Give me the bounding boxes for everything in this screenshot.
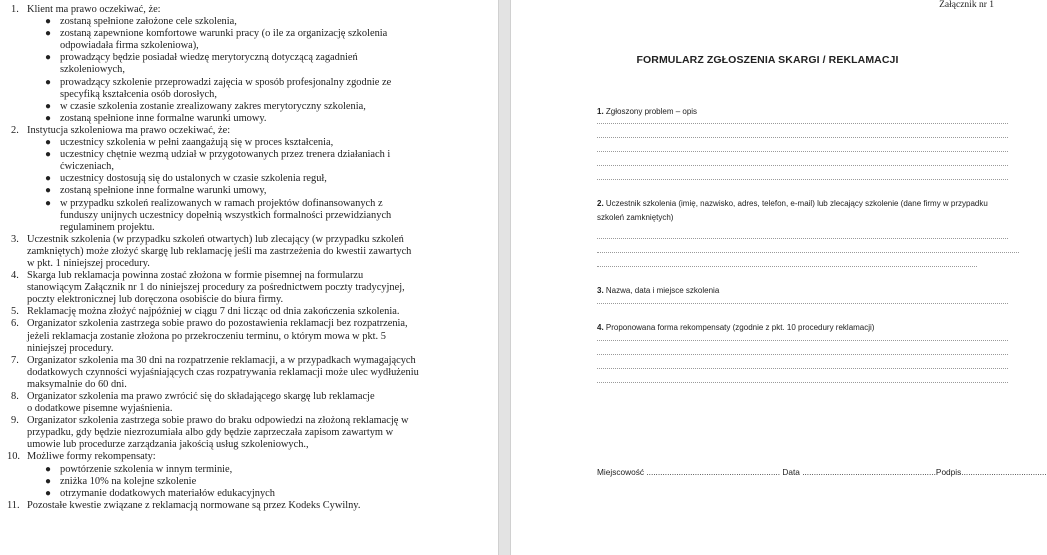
fill-line[interactable]: [597, 265, 977, 267]
fill-line[interactable]: [597, 353, 1008, 355]
item-number: 7.: [11, 354, 19, 366]
fill-line[interactable]: [597, 122, 1008, 124]
fill-line[interactable]: [597, 150, 1008, 152]
bullet-line: szkoleniowych,: [60, 64, 125, 76]
bullet-icon: ●: [45, 76, 52, 88]
bullet-line: zostaną zapewnione komfortowe warunki pracy (o ile za organizację szkolenia: [60, 28, 388, 40]
bullet-item: [0, 185, 490, 197]
complaint-form-page: [511, 0, 1047, 555]
bullet-line: otrzymanie dodatkowych materiałów edukacyjnych: [60, 487, 275, 499]
section-3-label: [597, 284, 1012, 298]
bullet-line: ćwiczeniach,: [60, 161, 114, 173]
bullet-line: uczestnicy dostosują się do ustalonych w czasie szkolenia reguł,: [60, 173, 327, 185]
bullet-icon: ●: [45, 185, 52, 197]
item-line: Organizator szkolenia ma 30 dni na rozpatrzenie reklamacji, a w przypadkach wymagających: [27, 354, 416, 366]
procedure-item: [0, 4, 490, 16]
item-line: Pozostałe kwestie związane z reklamacją normowane są przez Kodeks Cywilny.: [27, 499, 361, 511]
item-line: jeżeli reklamacja zostanie złożona po przekroczeniu terminu, o którym mowa w pkt. 5: [27, 330, 386, 342]
procedure-list: [0, 4, 490, 512]
bullet-item: [0, 16, 490, 28]
bullet-list: [0, 137, 490, 234]
item-line: niniejszej procedury.: [27, 342, 114, 354]
fill-line[interactable]: [597, 164, 1008, 166]
bullet-line: uczestnicy szkolenia w pełni zaangażują się w proces kształcenia,: [60, 137, 334, 149]
item-number: 4.: [11, 270, 19, 282]
item-number: 5.: [11, 306, 19, 318]
item-number: 2.: [11, 124, 19, 136]
bullet-line: zostaną spełnione inne formalne warunki umowy.: [60, 112, 267, 124]
fill-line[interactable]: [597, 178, 1008, 180]
procedure-item: [0, 500, 490, 512]
item-line: Organizator szkolenia zastrzega sobie prawo do pozostawienia reklamacji bez rozpatrzenia,: [27, 318, 408, 330]
fill-line[interactable]: [597, 302, 1008, 304]
bullet-item: [0, 113, 490, 125]
item-line: Skarga lub reklamacja powinna zostać złożona w formie pisemnej na formularzu: [27, 270, 364, 282]
item-text: Możliwe formy rekompensaty:: [27, 451, 156, 463]
procedure-item: [0, 355, 490, 391]
procedure-item: [0, 270, 490, 306]
item-line: Reklamację można złożyć najpóźniej w ciągu 7 dni licząc od dnia zakończenia szkolenia.: [27, 306, 400, 318]
date-field[interactable]: ..........................................................: [799, 467, 936, 477]
form-title: FORMULARZ ZGŁOSZENIA SKARGI / REKLAMACJI: [636, 54, 899, 66]
bullet-icon: ●: [45, 100, 52, 112]
procedure-item: [0, 306, 490, 318]
bullet-item: [0, 28, 490, 52]
annex-label: Załącznik nr 1: [939, 0, 994, 10]
signature-label: Podpis: [935, 467, 962, 477]
bullet-item: [0, 77, 490, 101]
item-line: o dodatkowe pisemne wyjaśnienia.: [27, 403, 173, 415]
fill-line[interactable]: [597, 339, 1008, 341]
bullet-line: zniżka 10% na kolejne szkolenie: [60, 475, 197, 487]
section-4-label: [597, 321, 1012, 335]
bullet-line: funduszy unijnych uczestnicy dopełnią wszystkich formalności przewidzianych: [60, 209, 392, 221]
item-line: w pkt. 1 niniejszej procedury.: [27, 257, 150, 269]
bullet-line: specyfiką kształcenia osób dorosłych,: [60, 88, 217, 100]
section-text: Proponowana forma rekompensaty (zgodnie z pkt. 10 procedury reklamacji): [603, 323, 875, 332]
procedure-item: [0, 125, 490, 137]
section-text: Uczestnik szkolenia (imię, nazwisko, adres, telefon, e-mail) lub zlecający szkolenie (dane firmy w przypadku szkoleń zamkniętych): [597, 199, 988, 222]
item-number: 9.: [11, 415, 19, 427]
bullet-icon: ●: [45, 173, 52, 185]
item-line: zamkniętych) może złożyć skargę lub reklamację jeśli ma zastrzeżenia do kwestii zawartych: [27, 245, 412, 257]
section-text: Zgłoszony problem – opis: [603, 107, 698, 116]
date-label: Data: [780, 467, 800, 477]
bullet-line: zostaną spełnione założone cele szkolenia,: [60, 16, 237, 28]
item-text: Klient ma prawo oczekiwać, że:: [27, 4, 161, 15]
bullet-line: w przypadku szkoleń realizowanych w ramach projektów dofinansowanych z: [60, 197, 383, 209]
fill-line[interactable]: [597, 367, 1008, 369]
item-number: 11.: [7, 499, 20, 511]
bullet-line: powtórzenie szkolenia w innym terminie,: [60, 463, 233, 475]
item-line: przypadku, gdy będzie niezrozumiała albo gdy będzie zaprzeczała zapisom zawartym w: [27, 427, 394, 439]
bullet-item: [0, 488, 490, 500]
bullet-icon: ●: [45, 112, 52, 124]
fill-line[interactable]: [597, 237, 1008, 239]
bullet-line: w czasie szkolenia zostanie zrealizowany zakres merytoryczny szkolenia,: [60, 100, 366, 112]
item-number: 8.: [11, 391, 19, 402]
bullet-item: [0, 149, 490, 173]
fill-line[interactable]: [597, 251, 1019, 253]
signature-field[interactable]: .....................................: [961, 467, 1047, 477]
item-text: Instytucja szkoleniowa ma prawo oczekiwać, że:: [27, 124, 231, 136]
bullet-icon: ●: [45, 16, 52, 28]
section-number: 3.: [597, 286, 604, 295]
bullet-icon: ●: [45, 149, 52, 161]
bullet-icon: ●: [45, 137, 52, 149]
bullet-icon: ●: [45, 475, 52, 487]
bullet-list: [0, 16, 490, 125]
item-line: umowie lub procedurze zarządzania jakością usług szkoleniowych.,: [27, 439, 309, 451]
signature-row: [597, 467, 1047, 477]
bullet-item: [0, 476, 490, 488]
bullet-line: regulaminem projektu.: [60, 221, 155, 233]
bullet-item: [0, 464, 490, 476]
page-gap: [498, 0, 511, 555]
item-line: Organizator szkolenia ma prawo zwrócić się do składającego skargę lub reklamacje: [27, 391, 375, 402]
section-number: 4.: [597, 323, 604, 332]
item-line: dodatkowych czynności wyjaśniających czas rozpatrywania reklamacji może ulec wydłużeniu: [27, 366, 419, 378]
procedure-item: [0, 318, 490, 354]
item-line: stanowiącym Załącznik nr 1 do niniejszej procedury za pośrednictwem poczty tradycyjnej,: [27, 282, 405, 294]
procedure-page: [0, 0, 498, 555]
bullet-line: prowadzący będzie posiadał wiedzę merytoryczną dotyczącą zagadnień: [60, 52, 358, 64]
item-number: 3.: [11, 233, 19, 245]
procedure-item: [0, 415, 490, 451]
procedure-item: [0, 391, 490, 415]
bullet-item: [0, 173, 490, 185]
item-number: 6.: [11, 318, 19, 330]
bullet-line: uczestnicy chętnie wezmą udział w przygotowanych przez trenera działaniach i: [60, 149, 391, 161]
procedure-item: [0, 451, 490, 463]
bullet-item: [0, 52, 490, 76]
bullet-line: zostaną spełnione inne formalne warunki umowy,: [60, 185, 267, 197]
item-number: 1.: [11, 4, 19, 15]
bullet-item: [0, 137, 490, 149]
bullet-icon: ●: [45, 28, 52, 40]
item-line: Uczestnik szkolenia (w przypadku szkoleń otwartych) lub zlecający (w przypadku szkoleń: [27, 233, 404, 245]
item-line: Organizator szkolenia zastrzega sobie prawo do braku odpowiedzi na złożoną reklamację w: [27, 415, 409, 427]
place-label: Miejscowość: [597, 467, 645, 477]
item-line: poczty elektronicznej lub doręczona osobiście do biura firmy.: [27, 294, 284, 306]
bullet-item: [0, 198, 490, 234]
item-line: maksymalnie do 60 dni.: [27, 378, 127, 390]
bullet-line: prowadzący szkolenie przeprowadzi zajęcia w sposób profesjonalny zgodnie ze: [60, 76, 392, 88]
section-number: 2.: [597, 199, 604, 208]
bullet-icon: ●: [45, 52, 52, 64]
place-field[interactable]: ..........................................................: [644, 467, 781, 477]
bullet-icon: ●: [45, 463, 52, 475]
bullet-icon: ●: [45, 197, 52, 209]
fill-line[interactable]: [597, 136, 1008, 138]
item-number: 10.: [7, 451, 20, 463]
section-text: Nazwa, data i miejsce szkolenia: [603, 286, 720, 295]
bullet-line: odpowiadała firma szkoleniowa),: [60, 40, 199, 52]
bullet-icon: ●: [45, 487, 52, 499]
bullet-item: [0, 101, 490, 113]
section-2-label: [597, 197, 1012, 224]
bullet-list: [0, 464, 490, 500]
procedure-item: [0, 234, 490, 270]
section-number: 1.: [597, 107, 604, 116]
section-1-label: [597, 105, 1012, 119]
fill-line[interactable]: [597, 381, 1008, 383]
